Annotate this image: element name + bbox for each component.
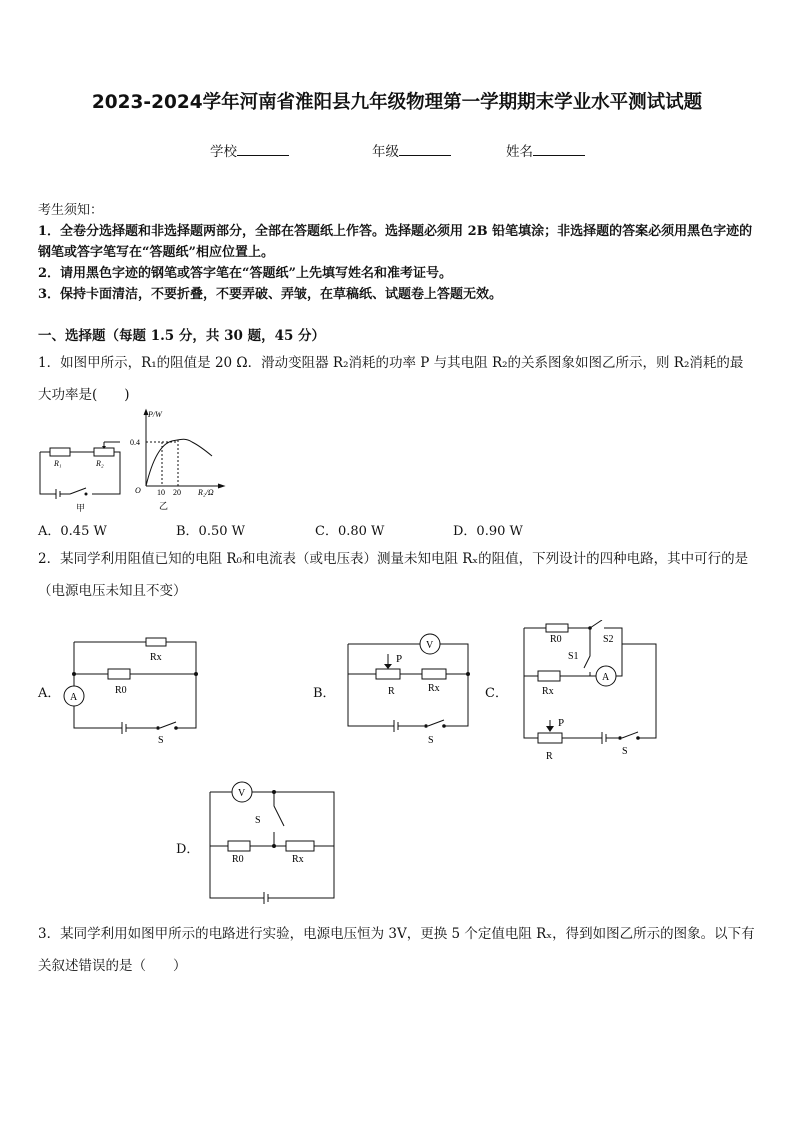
q2-option-d-label[interactable]: D． xyxy=(176,842,200,857)
q1-option-d[interactable]: D．0.90 W xyxy=(453,524,523,539)
notice-item-2: 2．请用黑色字迹的钢笔或答字笔在“答题纸”上先填写姓名和准考证号。 xyxy=(38,266,453,281)
name-blank[interactable] xyxy=(533,141,585,156)
q2c-ammeter-glyph: A xyxy=(602,672,610,683)
q1-option-a[interactable]: A．0.45 W xyxy=(38,524,107,539)
notice-item-3: 3．保持卡面清洁，不要折叠，不要弄破、弄皱，在草稿纸、试题卷上答题无效。 xyxy=(38,287,503,302)
q2a-r0-label: R0 xyxy=(115,685,127,696)
notice-item-1: 1．全卷分选择题和非选择题两部分，全部在答题纸上作答。选择题必须用 2B 铅笔填涂；非选择题的答案必须用黑色字迹的钢笔或答字笔写在“答题纸”相应位置上。 xyxy=(38,224,753,260)
q2c-rx-label: Rx xyxy=(542,686,554,697)
grade-label: 年级 xyxy=(372,144,399,160)
school-label: 学校 xyxy=(210,144,237,160)
r2-label: R₂ xyxy=(96,459,104,468)
q2-circuit-d xyxy=(204,780,340,904)
x-tick-10: 10 xyxy=(157,488,165,497)
y-axis-label: P/W xyxy=(148,410,162,419)
y-tick: 0.4 xyxy=(130,438,140,447)
page-title: 2023-2024学年河南省淮阳县九年级物理第一学期期末学业水平测试试题 xyxy=(91,92,703,113)
x-axis-label: R₂/Ω xyxy=(198,488,214,497)
q2b-switch-label: S xyxy=(428,735,434,746)
q2b-p-label: P xyxy=(396,653,403,665)
q2d-rx-label: Rx xyxy=(292,854,304,865)
question-2-text: 2．某同学利用阻值已知的电阻 R₀和电流表（或电压表）测量未知电阻 Rₓ的阻值，下列设计的四种电路，其中可行的是（电源电压未知且不变） xyxy=(38,551,749,599)
question-1-text: 1．如图甲所示，R₁的阻值是 20 Ω．滑动变阻器 R₂消耗的功率 P 与其电阻 R₂的关系图象如图乙所示，则 R₂消耗的最大功率是( ) xyxy=(38,355,744,403)
q2a-switch-label: S xyxy=(158,735,164,746)
q2d-switch-label: S xyxy=(255,815,261,826)
grade-field xyxy=(372,140,451,160)
q1-option-c[interactable]: C．0.80 W xyxy=(315,524,385,539)
q2a-rx-label: Rx xyxy=(150,652,162,663)
section-heading: 一、选择题（每题 1.5 分，共 30 题，45 分） xyxy=(38,328,326,344)
q2a-ammeter-glyph: A xyxy=(70,692,78,703)
origin-label: O xyxy=(135,486,141,495)
question-3-text: 3．某同学利用如图甲所示的电路进行实验，电源电压恒为 3V，更换 5 个定值电阻 Rₓ，得到如图乙所示的图象。以下有关叙述错误的是（ ） xyxy=(38,926,755,974)
name-label: 姓名 xyxy=(506,144,533,160)
q2c-s1-label: S1 xyxy=(568,651,579,662)
q2d-voltmeter-glyph: V xyxy=(238,788,246,799)
q2b-r-label: R xyxy=(388,686,395,697)
q2-option-a-label[interactable]: A． xyxy=(38,686,61,701)
q2-option-c-label[interactable]: C． xyxy=(485,686,508,701)
notice-heading: 考生须知： xyxy=(38,203,104,218)
q2-option-b-label[interactable]: B． xyxy=(313,686,336,701)
q2c-switch-label: S xyxy=(622,746,628,757)
x-tick-20: 20 xyxy=(173,488,181,497)
q2c-r-label: R xyxy=(546,751,553,762)
q2d-r0-label: R0 xyxy=(232,854,244,865)
q2c-r0-label: R0 xyxy=(550,634,562,645)
q2-circuit-b xyxy=(340,630,480,748)
q2b-voltmeter-glyph: V xyxy=(426,640,434,651)
q2c-p-label: P xyxy=(558,717,565,729)
q2c-s2-label: S2 xyxy=(603,634,614,645)
fig-yi-caption: 乙 xyxy=(159,501,169,511)
name-field xyxy=(506,140,585,160)
r1-label: R₁ xyxy=(54,459,62,468)
fig-jia-caption: 甲 xyxy=(76,503,86,513)
q2-circuit-c xyxy=(518,620,664,762)
grade-blank[interactable] xyxy=(399,141,451,156)
school-field xyxy=(210,140,289,160)
q2-circuit-a xyxy=(60,632,206,748)
r1-resistor xyxy=(50,448,70,456)
q1-circuit-jia xyxy=(36,438,126,514)
q1-option-b[interactable]: B．0.50 W xyxy=(176,524,245,539)
r2-resistor xyxy=(94,448,114,456)
q2b-rx-label: Rx xyxy=(428,683,440,694)
q1-graph-yi xyxy=(130,406,230,512)
school-blank[interactable] xyxy=(237,141,289,156)
